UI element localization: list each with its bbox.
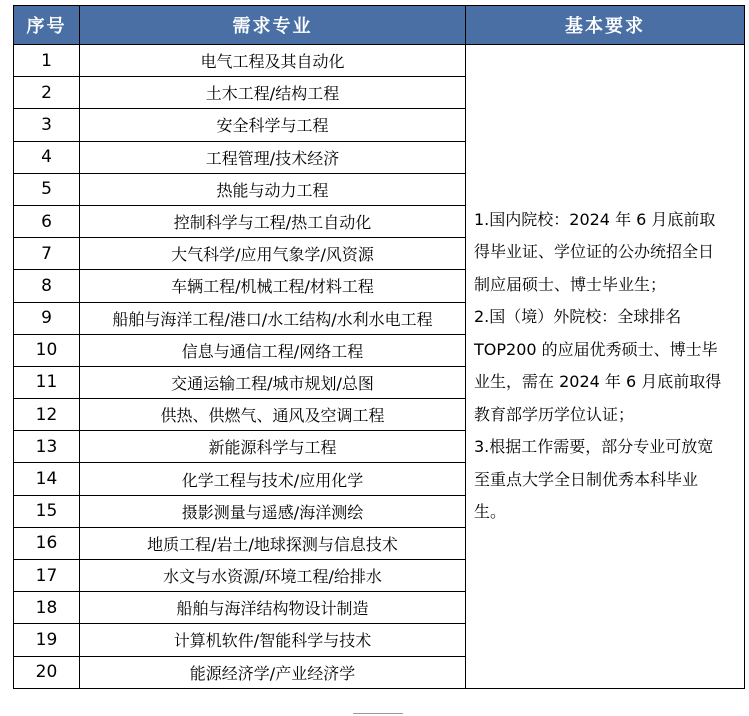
row-major: 供热、供燃气、通风及空调工程: [80, 399, 466, 431]
row-major: 船舶与海洋工程/港口/水工结构/水利水电工程: [80, 302, 466, 334]
row-number: 16: [14, 527, 80, 559]
row-major: 控制科学与工程/热工自动化: [80, 205, 466, 237]
row-major: 信息与通信工程/网络工程: [80, 334, 466, 366]
row-number: 1: [14, 45, 80, 77]
requirement-line: 业生，需在 2024 年 6 月底前取得: [474, 372, 722, 392]
requirement-line: TOP200 的应届优秀硕士、博士毕: [474, 339, 718, 359]
row-major: 工程管理/技术经济: [80, 141, 466, 173]
row-major: 车辆工程/机械工程/材料工程: [80, 270, 466, 302]
row-number: 14: [14, 463, 80, 495]
row-number: 2: [14, 77, 80, 109]
row-number: 5: [14, 173, 80, 205]
row-number: 15: [14, 495, 80, 527]
divider: [353, 709, 403, 714]
row-major: 新能源科学与工程: [80, 431, 466, 463]
row-number: 20: [14, 656, 80, 688]
row-number: 11: [14, 366, 80, 398]
row-number: 12: [14, 399, 80, 431]
row-major: 土木工程/结构工程: [80, 77, 466, 109]
requirement-line: 得毕业证、学位证的公办统招全日: [474, 242, 715, 262]
row-number: 7: [14, 238, 80, 270]
row-major: 能源经济学/产业经济学: [80, 656, 466, 688]
requirement-line: 2.国（境）外院校：全球排名: [474, 307, 682, 327]
requirement-line: 生。: [474, 502, 507, 522]
row-number: 8: [14, 270, 80, 302]
table-row: [14, 45, 745, 77]
row-number: 6: [14, 205, 80, 237]
table-header-row: [14, 6, 745, 45]
requirement-line: 3.根据工作需要，部分专业可放宽: [474, 437, 714, 457]
row-major: 水文与水资源/环境工程/给排水: [80, 560, 466, 592]
row-major: 摄影测量与遥感/海洋测绘: [80, 495, 466, 527]
header-requirements: 基本要求: [466, 6, 745, 45]
table-body: [14, 45, 745, 689]
row-major: 计算机软件/智能科学与技术: [80, 624, 466, 656]
requirement-line: 至重点大学全日制优秀本科毕业: [474, 469, 699, 489]
header-major: 需求专业: [80, 6, 466, 45]
row-major: 安全科学与工程: [80, 109, 466, 141]
row-major: 化学工程与技术/应用化学: [80, 463, 466, 495]
requirement-line: 制应届硕士、博士毕业生；: [474, 274, 667, 294]
row-number: 9: [14, 302, 80, 334]
row-number: 17: [14, 560, 80, 592]
row-major: 交通运输工程/城市规划/总图: [80, 366, 466, 398]
row-major: 地质工程/岩土/地球探测与信息技术: [80, 527, 466, 559]
requirement-line: 教育部学历学位认证；: [474, 404, 635, 424]
requirements-text: [466, 45, 745, 689]
row-major: 船舶与海洋结构物设计制造: [80, 592, 466, 624]
row-number: 13: [14, 431, 80, 463]
row-number: 18: [14, 592, 80, 624]
row-major: 热能与动力工程: [80, 173, 466, 205]
row-number: 3: [14, 109, 80, 141]
requirements-table: [13, 5, 745, 689]
requirement-line: 1.国内院校：2024 年 6 月底前取: [474, 209, 716, 229]
row-major: 大气科学/应用气象学/风资源: [80, 238, 466, 270]
row-number: 10: [14, 334, 80, 366]
row-number: 19: [14, 624, 80, 656]
row-major: 电气工程及其自动化: [80, 45, 466, 77]
row-number: 4: [14, 141, 80, 173]
header-number: 序号: [14, 6, 80, 45]
